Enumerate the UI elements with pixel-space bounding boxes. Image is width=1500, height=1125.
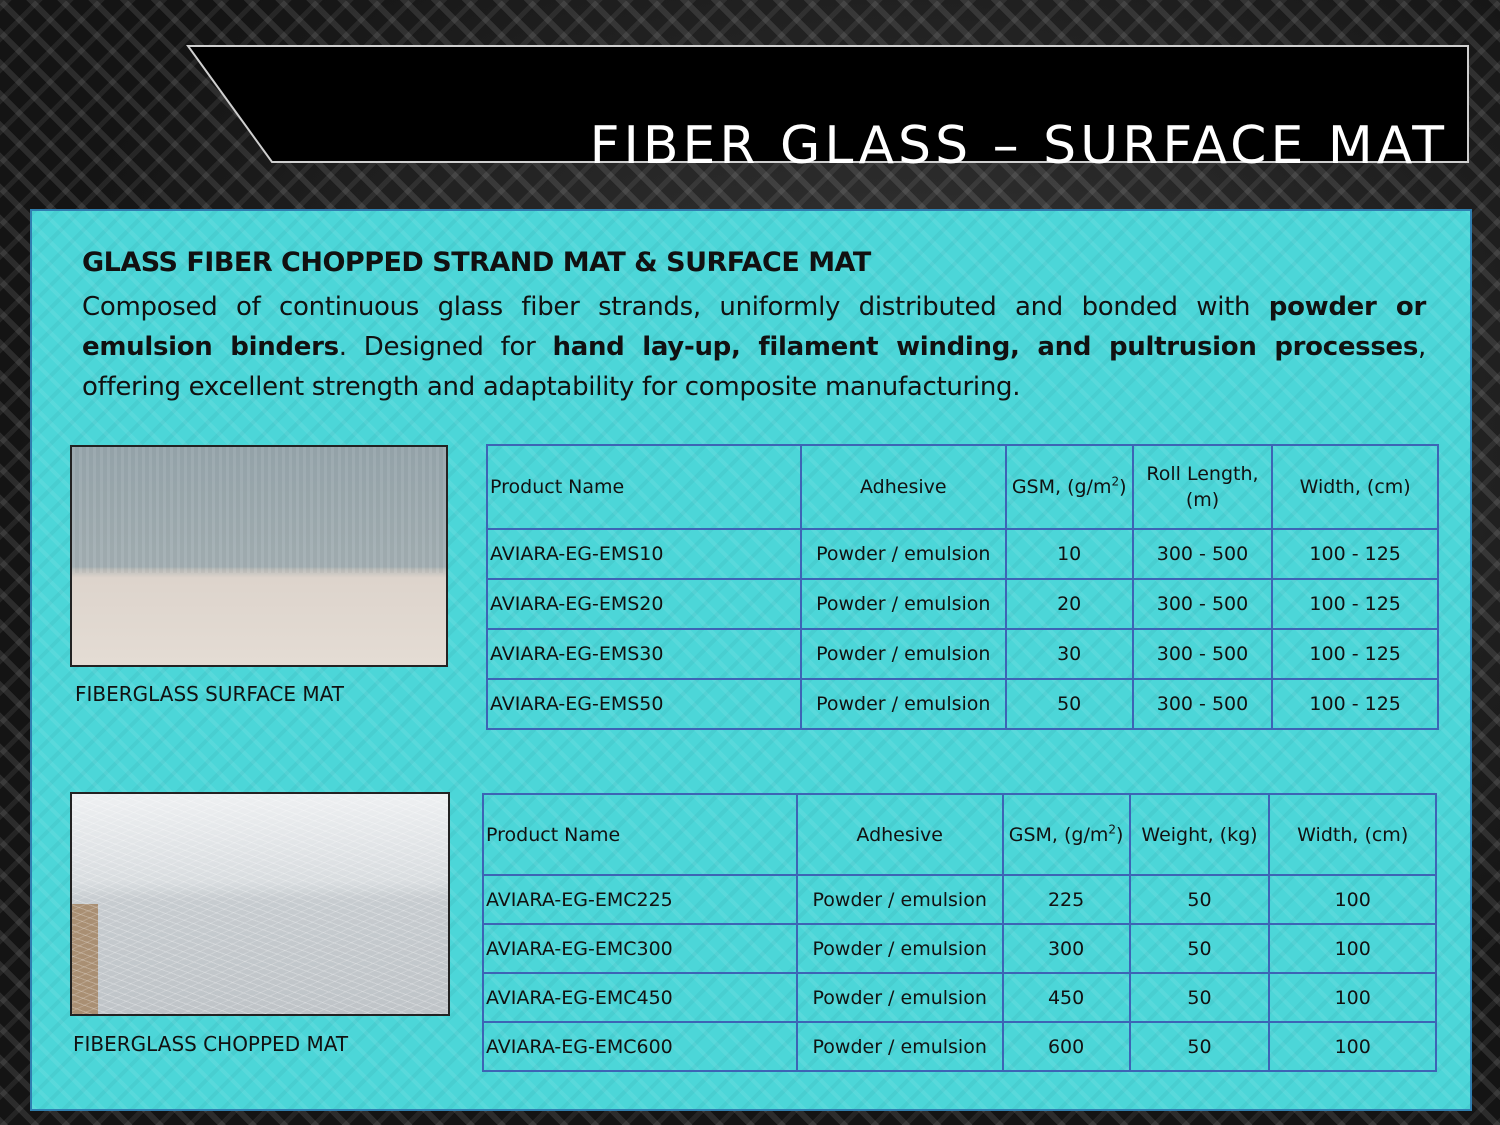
col-header-width: Width, (cm) [1269, 794, 1436, 875]
surface-mat-caption: FIBERGLASS SURFACE MAT [75, 682, 344, 706]
table-row [487, 679, 1438, 729]
description-text: . Designed for [338, 332, 553, 362]
surface-mat-photo [70, 445, 448, 667]
description-bold-binders: powder or emulsion binders [82, 292, 1426, 362]
table-row [483, 924, 1436, 973]
cell-adhesive: Powder / emulsion [801, 629, 1006, 679]
gsm-close: ) [1116, 823, 1124, 846]
cell-product: AVIARA-EG-EMC600 [483, 1022, 797, 1071]
section-heading: GLASS FIBER CHOPPED STRAND MAT & SURFACE MAT [82, 247, 871, 278]
cell-gsm: 300 [1003, 924, 1130, 973]
cell-width: 100 [1269, 924, 1436, 973]
gsm-label: GSM, (g/m [1011, 476, 1112, 498]
cell-adhesive: Powder / emulsion [797, 924, 1003, 973]
title-banner [186, 44, 1470, 176]
gsm-close: ) [1119, 476, 1127, 498]
gsm-superscript: 2 [1108, 822, 1116, 837]
cell-product: AVIARA-EG-EMC450 [483, 973, 797, 1022]
table-row [487, 629, 1438, 679]
col-header-product-name: Product Name [483, 794, 797, 875]
cell-adhesive: Powder / emulsion [801, 529, 1006, 579]
col-header-width: Width, (cm) [1272, 445, 1438, 529]
cell-product: AVIARA-EG-EMS50 [487, 679, 801, 729]
product-description [82, 287, 1426, 407]
cell-product: AVIARA-EG-EMS20 [487, 579, 801, 629]
table-header-row [483, 794, 1436, 875]
cell-weight: 50 [1130, 973, 1270, 1022]
col-header-weight: Weight, (kg) [1130, 794, 1270, 875]
cell-gsm: 20 [1006, 579, 1133, 629]
gsm-label: GSM, (g/m [1008, 823, 1109, 846]
cell-width: 100 [1269, 875, 1436, 924]
cell-gsm: 10 [1006, 529, 1133, 579]
table-header-row [487, 445, 1438, 529]
cell-adhesive: Powder / emulsion [801, 679, 1006, 729]
cell-width: 100 - 125 [1272, 529, 1438, 579]
cell-gsm: 450 [1003, 973, 1130, 1022]
cell-adhesive: Powder / emulsion [797, 973, 1003, 1022]
cell-gsm: 600 [1003, 1022, 1130, 1071]
col-header-gsm [1003, 794, 1130, 875]
cell-weight: 50 [1130, 875, 1270, 924]
table-row [483, 875, 1436, 924]
col-header-adhesive: Adhesive [797, 794, 1003, 875]
cell-product: AVIARA-EG-EMS30 [487, 629, 801, 679]
cell-adhesive: Powder / emulsion [797, 875, 1003, 924]
chopped-mat-table [482, 793, 1437, 1072]
gsm-superscript: 2 [1111, 474, 1120, 489]
description-bold-processes: hand lay-up, filament winding, and pultrusion processes [552, 332, 1419, 362]
cell-gsm: 50 [1006, 679, 1133, 729]
table-row [487, 579, 1438, 629]
table-row [487, 529, 1438, 579]
cell-roll-length: 300 - 500 [1133, 579, 1273, 629]
col-header-product-name: Product Name [487, 445, 801, 529]
cell-width: 100 - 125 [1272, 629, 1438, 679]
cell-roll-length: 300 - 500 [1133, 679, 1273, 729]
cell-roll-length: 300 - 500 [1133, 629, 1273, 679]
cell-product: AVIARA-EG-EMC300 [483, 924, 797, 973]
col-header-roll-length: Roll Length, (m) [1133, 445, 1273, 529]
chopped-mat-photo [70, 792, 450, 1016]
chopped-mat-caption: FIBERGLASS CHOPPED MAT [73, 1032, 349, 1056]
cell-weight: 50 [1130, 1022, 1270, 1071]
page-title: FIBER GLASS – SURFACE MAT [589, 116, 1448, 176]
table-row [483, 973, 1436, 1022]
cell-width: 100 - 125 [1272, 579, 1438, 629]
cell-gsm: 30 [1006, 629, 1133, 679]
cell-weight: 50 [1130, 924, 1270, 973]
cell-adhesive: Powder / emulsion [801, 579, 1006, 629]
cell-adhesive: Powder / emulsion [797, 1022, 1003, 1071]
cell-width: 100 [1269, 1022, 1436, 1071]
description-text: , offering excellent strength and adaptability for composite manufacturing. [82, 332, 1426, 402]
col-header-adhesive: Adhesive [801, 445, 1006, 529]
description-text: Composed of continuous glass fiber strands, uniformly distributed and bonded with [82, 292, 1269, 322]
cell-roll-length: 300 - 500 [1133, 529, 1273, 579]
cell-product: AVIARA-EG-EMS10 [487, 529, 801, 579]
cell-width: 100 [1269, 973, 1436, 1022]
table-row [483, 1022, 1436, 1071]
cell-product: AVIARA-EG-EMC225 [483, 875, 797, 924]
cell-gsm: 225 [1003, 875, 1130, 924]
cell-width: 100 - 125 [1272, 679, 1438, 729]
surface-mat-table [486, 444, 1439, 730]
col-header-gsm [1006, 445, 1133, 529]
